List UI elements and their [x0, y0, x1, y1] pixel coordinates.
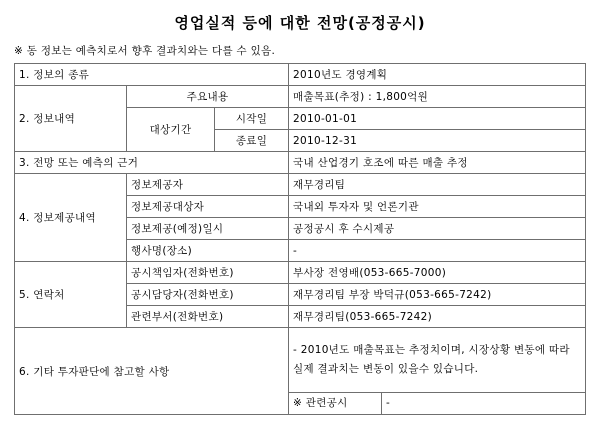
table-row — [15, 262, 586, 284]
row-label-info-detail: 2. 정보내역 — [15, 86, 127, 152]
value-related-dept: 재무경리팀(053-665-7242) — [289, 306, 586, 328]
related-disclosure-cell — [289, 393, 586, 415]
disclosure-table — [14, 63, 586, 415]
label-related-disclosure: ※ 관련공시 — [289, 393, 382, 414]
row-label-forecast-basis: 3. 전망 또는 예측의 근거 — [15, 152, 289, 174]
table-row — [15, 86, 586, 108]
value-event-name: - — [289, 240, 586, 262]
value-recipient: 국내외 투자자 및 언론기관 — [289, 196, 586, 218]
value-other-notes: - 2010년도 매출목표는 추정치이며, 시장상황 변동에 따라 실제 결과치는 변동이 있을수 있습니다. — [289, 328, 586, 393]
value-forecast-basis: 국내 산업경기 호조에 따른 매출 추정 — [289, 152, 586, 174]
row-label-other-notes: 6. 기타 투자판단에 참고할 사항 — [15, 328, 289, 415]
label-main-content: 주요내용 — [127, 86, 289, 108]
label-start-date: 시작일 — [215, 108, 289, 130]
value-disclosure-manager: 재무경리팀 부장 박덕규(053-665-7242) — [289, 284, 586, 306]
label-related-dept: 관련부서(전화번호) — [127, 306, 289, 328]
row-label-info-type: 1. 정보의 종류 — [15, 64, 289, 86]
value-related-disclosure: - — [386, 397, 391, 409]
page-title: 영업실적 등에 대한 전망(공정공시) — [174, 14, 426, 32]
table-row — [15, 64, 586, 86]
row-label-contact: 5. 연락처 — [15, 262, 127, 328]
table-row — [15, 328, 586, 393]
value-provision-date: 공정공시 후 수시제공 — [289, 218, 586, 240]
label-target-period: 대상기간 — [127, 108, 215, 152]
value-info-type: 2010년도 경영계획 — [289, 64, 586, 86]
value-end-date: 2010-12-31 — [289, 130, 586, 152]
label-provider: 정보제공자 — [127, 174, 289, 196]
label-recipient: 정보제공대상자 — [127, 196, 289, 218]
label-event-name: 행사명(장소) — [127, 240, 289, 262]
label-disclosure-manager: 공시담당자(전화번호) — [127, 284, 289, 306]
label-end-date: 종료일 — [215, 130, 289, 152]
label-disclosure-officer: 공시책임자(전화번호) — [127, 262, 289, 284]
row-label-info-provision: 4. 정보제공내역 — [15, 174, 127, 262]
value-provider: 재무경리팀 — [289, 174, 586, 196]
value-main-content: 매출목표(추정) : 1,800억원 — [289, 86, 586, 108]
value-disclosure-officer: 부사장 전영배(053-665-7000) — [289, 262, 586, 284]
label-provision-date: 정보제공(예정)일시 — [127, 218, 289, 240]
forecast-notice: ※ 동 정보는 예측치로서 향후 결과치와는 다를 수 있음. — [14, 45, 276, 57]
table-row — [15, 152, 586, 174]
table-row — [15, 174, 586, 196]
value-start-date: 2010-01-01 — [289, 108, 586, 130]
